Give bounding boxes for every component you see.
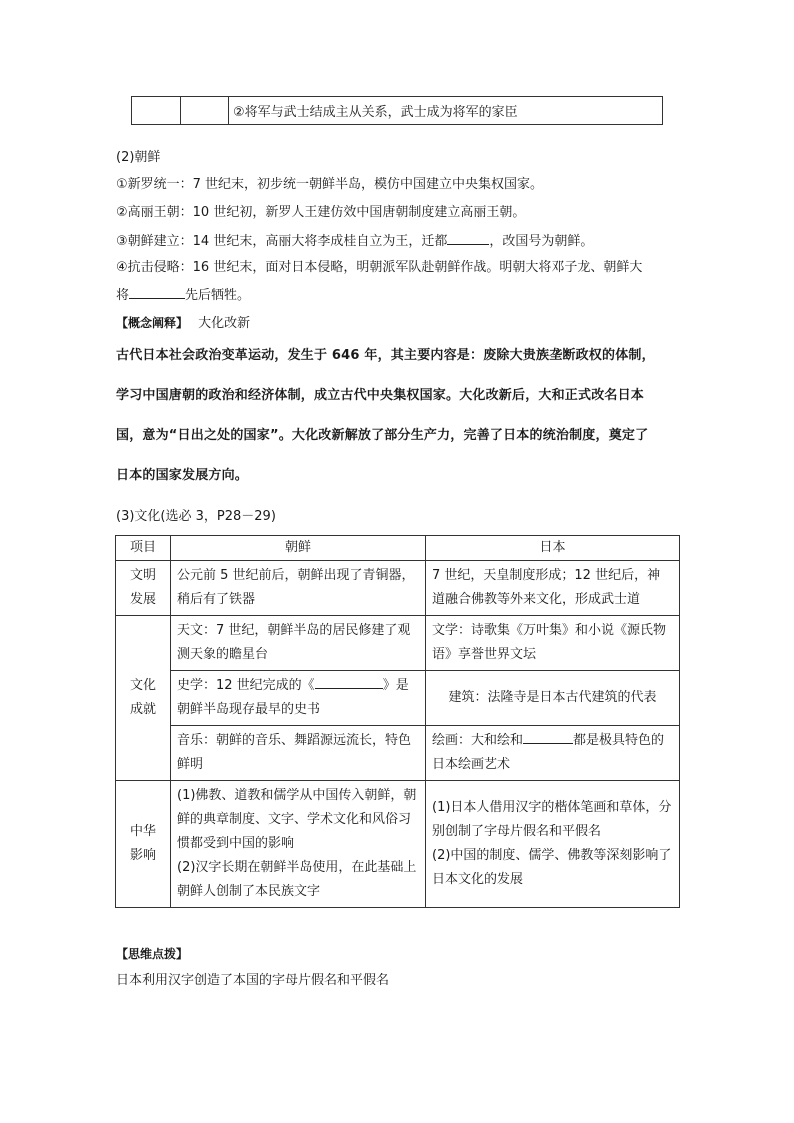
table-header-row	[116, 536, 680, 561]
culture-table	[115, 535, 680, 908]
fill-blank-history-book[interactable]	[315, 675, 383, 689]
table-row	[116, 616, 680, 671]
header-japan: 日本	[426, 536, 680, 561]
continued-table	[131, 96, 663, 125]
concept-tag: 【概念阐释】	[116, 316, 189, 330]
table-row	[116, 726, 680, 781]
korea-item-1: ①新罗统一：7 世纪末，初步统一朝鲜半岛，模仿中国建立中央集权国家。	[116, 177, 544, 192]
table-row	[116, 781, 680, 908]
table-row	[116, 671, 680, 726]
thinking-text: 日本利用汉字创造了本国的字母片假名和平假名	[116, 973, 390, 988]
row-label: 中华 影响	[116, 781, 171, 908]
concept-line: 古代日本社会政治变革运动，发生于 646 年，其主要内容是：废除大贵族垄断政权的体制，	[116, 348, 655, 363]
table-cell: 文学：诗歌集《万叶集》和小说《源氏物语》享誉世界文坛	[426, 616, 680, 671]
korea-item-2: ②高丽王朝：10 世纪初，新罗人王建仿效中国唐朝制度建立高丽王朝。	[116, 205, 526, 220]
table-cell: 7 世纪，天皇制度形成；12 世纪后，神道融合佛教等外来文化，形成武士道	[426, 561, 680, 616]
table-cell: 建筑：法隆寺是日本古代建筑的代表	[426, 671, 680, 726]
table-row	[132, 97, 663, 125]
concept-line: 日本的国家发展方向。	[116, 468, 249, 483]
empty-cell	[181, 97, 229, 125]
fill-blank-capital[interactable]	[447, 231, 489, 245]
fill-blank-general[interactable]	[129, 285, 185, 299]
korea-item-4-continued	[116, 285, 250, 305]
table-cell: 天文：7 世纪，朝鲜半岛的居民修建了观测天象的瞻星台	[171, 616, 426, 671]
table-cell: (1)日本人借用汉字的楷体笔画和草体，分别创制了字母片假名和平假名 (2)中国的制度、儒学、佛教等深刻影响了日本文化的发展	[426, 781, 680, 908]
korea-item-3-tail: ，改国号为朝鲜。	[489, 234, 594, 249]
row-label: 文化 成就	[116, 616, 171, 781]
concept-line: 国，意为“日出之处的国家”。大化改新解放了部分生产力，完善了日本的统治制度，奠定了	[116, 428, 649, 443]
concept-header	[116, 314, 250, 333]
table-cell: 音乐：朝鲜的音乐、舞蹈源远流长，特色鲜明	[171, 726, 426, 781]
empty-cell	[132, 97, 181, 125]
thinking-tag: 【思维点拨】	[116, 947, 189, 961]
korea-item-4-tail: 先后牺牲。	[185, 288, 251, 303]
header-korea: 朝鲜	[171, 536, 426, 561]
concept-line: 学习中国唐朝的政治和经济体制，成立古代中央集权国家。大化改新后，大和正式改名日本	[116, 388, 645, 403]
header-item: 项目	[116, 536, 171, 561]
table-cell: 史学：12 世纪完成的《 》是朝鲜半岛现存最早的史书	[171, 671, 426, 726]
korea-item-4-text: 将	[116, 288, 130, 303]
table-cell: 公元前 5 世纪前后，朝鲜出现了青铜器，稍后有了铁器	[171, 561, 426, 616]
korea-item-4: ④抗击侵略：16 世纪末，面对日本侵略，明朝派军队赴朝鲜作战。明朝大将邓子龙、朝鲜大	[116, 260, 643, 275]
section-heading-korea: (2)朝鲜	[116, 150, 161, 165]
table-cell: (1)佛教、道教和儒学从中国传入朝鲜，朝鲜的典章制度、文字、学术文化和风俗习惯都受到中国的影响 (2)汉字长期在朝鲜半岛使用，在此基础上朝鲜人创制了本民族文字	[171, 781, 426, 908]
concept-paragraph	[116, 336, 682, 496]
section-heading-culture: (3)文化(选必 3，P28－29)	[116, 509, 276, 524]
korea-item-3-text: ③朝鲜建立：14 世纪末，高丽大将李成桂自立为王，迁都	[116, 234, 448, 249]
row-label: 文明 发展	[116, 561, 171, 616]
fill-blank-painting[interactable]	[523, 730, 573, 744]
table-cell: 绘画：大和绘和 都是极具特色的日本绘画艺术	[426, 726, 680, 781]
table-cell: ②将军与武士结成主从关系，武士成为将军的家臣	[229, 97, 663, 125]
concept-title: 大化改新	[198, 316, 251, 331]
korea-item-3	[116, 231, 593, 251]
table-row	[116, 561, 680, 616]
